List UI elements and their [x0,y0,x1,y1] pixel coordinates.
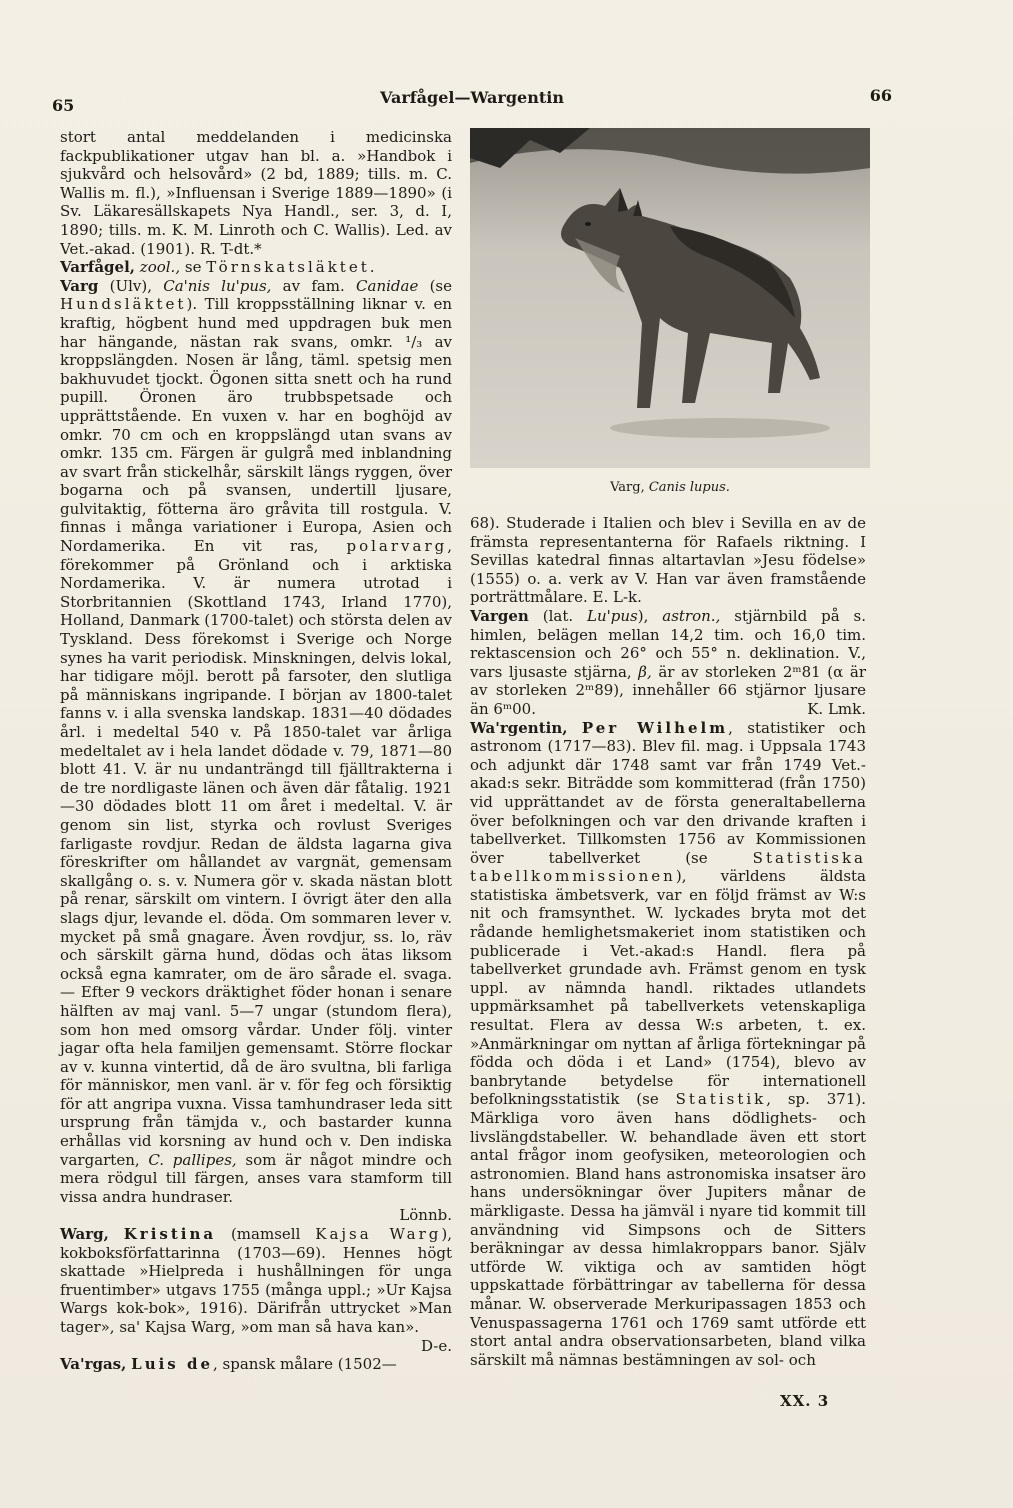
entry-vargen [470,607,866,719]
page-header [52,86,892,122]
headword: Varfågel, [60,258,136,277]
page-number-right: 66 [869,86,892,105]
headword: Per Wilhelm [581,718,729,737]
headword: Kristina [123,1225,217,1244]
entry-continuation [60,128,452,258]
entry-text: β, [638,662,652,681]
entry-text: (mamsell [216,1225,316,1244]
author-signature: D-e. [420,1336,452,1355]
headword: Warg, [60,1225,109,1244]
cross-reference: Statistiska tabellkommissionen [470,848,866,886]
entry-text: , förekommer på Grönland och i arktiska Nordamerika. V. är numera utrotad i Storbritannien (Skottland 1743, Irland 1770), Holland, Danmark (1700-talet) och största delen av Tyskland. Dess förekomst i Sverige och Norge synes ha varit periodisk. Minskningen, delvis lokal, har tidigare möjl. berott på farsoter, den slutliga på människans ingripande. I början av 1800-talet fanns v. i alla svenska landskap. 1831—40 dödades årl. i medeltal 540 v. På 1850-talet var årliga medeltalet av i hela landet dödade v. 79, 1871—80 blott 41. V. är nu undanträngd till fjälltrakterna i de tre nordligaste länen och även där fåtalig. 1921—30 dödades blott 11 om året i medeltal. V. är genom sin list, styrka och rovlust Sveriges farligaste rovdjur. Redan de äldsta lagarna giva föreskrifter om hållandet av vargnät, gemensam skallgång o. s. v. Numera gör v. skada nästan blott på renar, särskilt om vintern. I övrigt äter den alla slags djur, levande el. döda. Om sommaren lever v. mycket på små gnagare. Även rovdjur, ss. lo, räv och särskilt gärna hund, dödas och ätas liksom också egna kamrater, om de äro sårade el. svaga. — Efter 9 veckors dräktighet föder honan i senare hälften av maj vanl. 5—7 ungar (stundom flera), som hon med omsorg vårdar. Under följ. vinter jagar ofta hela familjen gemensamt. Större flockar av v. kunna vintertid, då de äro svultna, bli farliga för människor, men vanl. är v. för feg och försiktig för att angripa vuxna. Vissa tamhundraser leda sitt ursprung från tämjda v., och bastarder kunna erhållas vid korsning av hund och v. Den indiska vargarten, [60,537,452,1169]
signature-mark: XX. 3 [780,1392,830,1410]
entry-text: se [180,258,207,277]
entry-text: ). Till kroppsställning liknar v. en kraftig, högbent hund med uppdragen buk men har hängande, nästan rak svans, omkr. ¹/₃ av kroppslängden. Nosen är lång, täml. spetsig men bakhuvudet tjockt. Ögonen sitta snett och ha rund pupill. Öronen äro trubbspetsade och upprättstående. En vuxen v. har en boghöjd av omkr. 70 cm och en kroppslängd utan svans av omkr. 135 cm. Färgen är gulgrå med inblandning av svart från stickelhår, särskilt längs ryggen, över bogarna och på svansen, undertill ljusare, gulvitaktig, fötterna äro gråvita till rostgula. V. finnas i många variationer i Europa, Asien och Nordamerika. En vit ras, [60,295,452,556]
entry-text: C. pallipes, [148,1150,237,1169]
entry-text: Lu'pus [587,606,638,625]
entry-text: zool., [139,258,181,277]
left-column [60,128,452,1374]
wolf-image [470,128,870,468]
entry-vargas [60,1355,452,1374]
caption-species: Canis lupus. [648,480,730,495]
entry-vargas-continuation [470,514,866,607]
entry-text: av fam. [271,276,357,295]
author-signature: R. T-dt.* [199,239,262,258]
cross-reference: Törnskatsläktet. [206,258,378,277]
author-signature: K. Lmk. [807,699,866,718]
entry-text: är av storleken 2ᵐ81 (α är av storleken 2ᵐ89), innehåller 66 stjärnor ljusare än 6ᵐ00. [470,662,866,718]
entry-text: astron., [662,606,721,625]
entry-text: stjärnbild på s. himlen, belägen mellan 14,2 tim. och 16,0 tim. rektascension och 26° och 55° n. deklination. V., vars ljusaste stjärna, [470,606,866,681]
entry-varg [60,277,452,1225]
wolf-photograph [470,128,870,468]
entry-text: ), världens äldsta statistiska ämbetsverk, var en följd främst av W:s nit och framsynthet. W. lyckades bryta mot det rådande hemlighetsmakeriet inom statistiken och publicerade i Vet.-akad:s Handl. flera på tabellverket grundade avh. Främst genom en tysk uppl. av nämnda handl. riktades utlandets uppmärksamhet på tabellverkets vetenskapliga resultat. Flera av dessa W:s arbeten, t. ex. »Anmärkningar om nyttan af årliga förtekningar på födda och döda i et Land» (1754), blevo av banbrytande betydelse för internationell befolkningsstatistik (se [470,867,866,1109]
entry-text: (se [418,276,452,295]
author-signature: Lönnb. [399,1206,452,1225]
entry-text: polarvarg [346,537,448,556]
entry-text: 68). Studerade i Italien och blev i Sevilla en av de främsta representanterna för Rafaels riktning. I Sevillas katedral finnas altartavlan »Jesu födelse» (1555) o. a. verk av V. Han var även framstående porträttmålare. [470,514,866,607]
entry-varfagel [60,258,452,277]
headword: Wa'rgentin, [470,718,568,737]
entry-text: ), [637,606,663,625]
entry-text: , spansk målare (1502— [213,1355,397,1374]
right-column [470,514,866,1369]
entry-warg [60,1225,452,1355]
entry-text: Kajsa Warg [315,1225,442,1244]
entry-text: (Ulv), [98,276,164,295]
entry-text: , sp. 371). Märkliga voro även hans dödlighets- och livslängdstabeller. W. behandlade även ett stort antal frågor inom geofysiken, meteorologien och astronomien. Bland hans astronomiska insatser äro hans undersökningar över Jupiters månar de märkligaste. Dessa ha jämväl i nyare tid kommit till användning vid Simpsons och de Sitters beräkningar av dessa himlakroppars banor. Själv utförde W. viktiga och av samtiden högt uppskattade förbättringar av tabellerna för dessa månar. W. observerade Merkuripassagen 1853 och Venuspassagerna 1761 och 1769 samt utförde ett stort antal andra observationsarbeten, bland vilka särskilt må nämnas bestämningen av sol- och [470,1090,866,1369]
cross-reference: Statistik [675,1090,767,1109]
headword: Luis de [131,1355,213,1374]
headword: Va'rgas, [60,1355,127,1374]
author-signature: E. L-k. [592,588,642,607]
figure-caption [470,480,870,495]
entry-text: Canidae [356,276,419,295]
entry-text: (lat. [528,606,588,625]
cross-reference: Hundsläktet [60,295,187,314]
entry-wargentin [470,719,866,1370]
page-number-left: 65 [52,96,75,115]
entry-text: ), kokboksförfattarinna (1703—69). Hennes högt skattade »Hielpreda i hushållningen för unga fruentimber» utgavs 1755 (många uppl.; »Ur Kajsa Wargs kok-bok», 1916). Därifrån uttrycket »Man tager», sa' Kajsa Warg, »om man så hava kan». [60,1225,452,1336]
entry-text: stort antal meddelanden i medicinska fackpublikationer utgav han bl. a. »Handbok i sjukvård och helsovård» (2 bd, 1889; tills. m. C. Wallis m. fl.), »Influensan i Sverige 1889—1890» (i Sv. Läkaresällskapets Nya Handl., ser. 3, d. I, 1890; tills. m. K. M. Linroth och C. Wallis). Led. av Vet.-akad. (1901). [60,128,452,258]
entry-text: , statistiker och astronom (1717—83). Blev fil. mag. i Uppsala 1743 och adjunkt där 1748 samt var från 1749 Vet.-akad:s sekr. Biträdde som kommitterad (från 1750) vid upprättandet av de första generaltabellerna över befolkningen och var den drivande kraften i tabellverket. Tillkomsten 1756 av Kommissionen över tabellverket (se [470,718,866,867]
headword: Vargen [470,606,529,625]
running-title: Varfågel—Wargentin [380,88,564,107]
entry-text: Ca'nis lu'pus, [163,276,272,295]
headword: Varg [60,276,99,295]
caption-text: Varg, [610,480,649,495]
entry-text: som är något mindre och mera rödgul till färgen, anses vara stamform till vissa andra hundraser. [60,1150,452,1206]
